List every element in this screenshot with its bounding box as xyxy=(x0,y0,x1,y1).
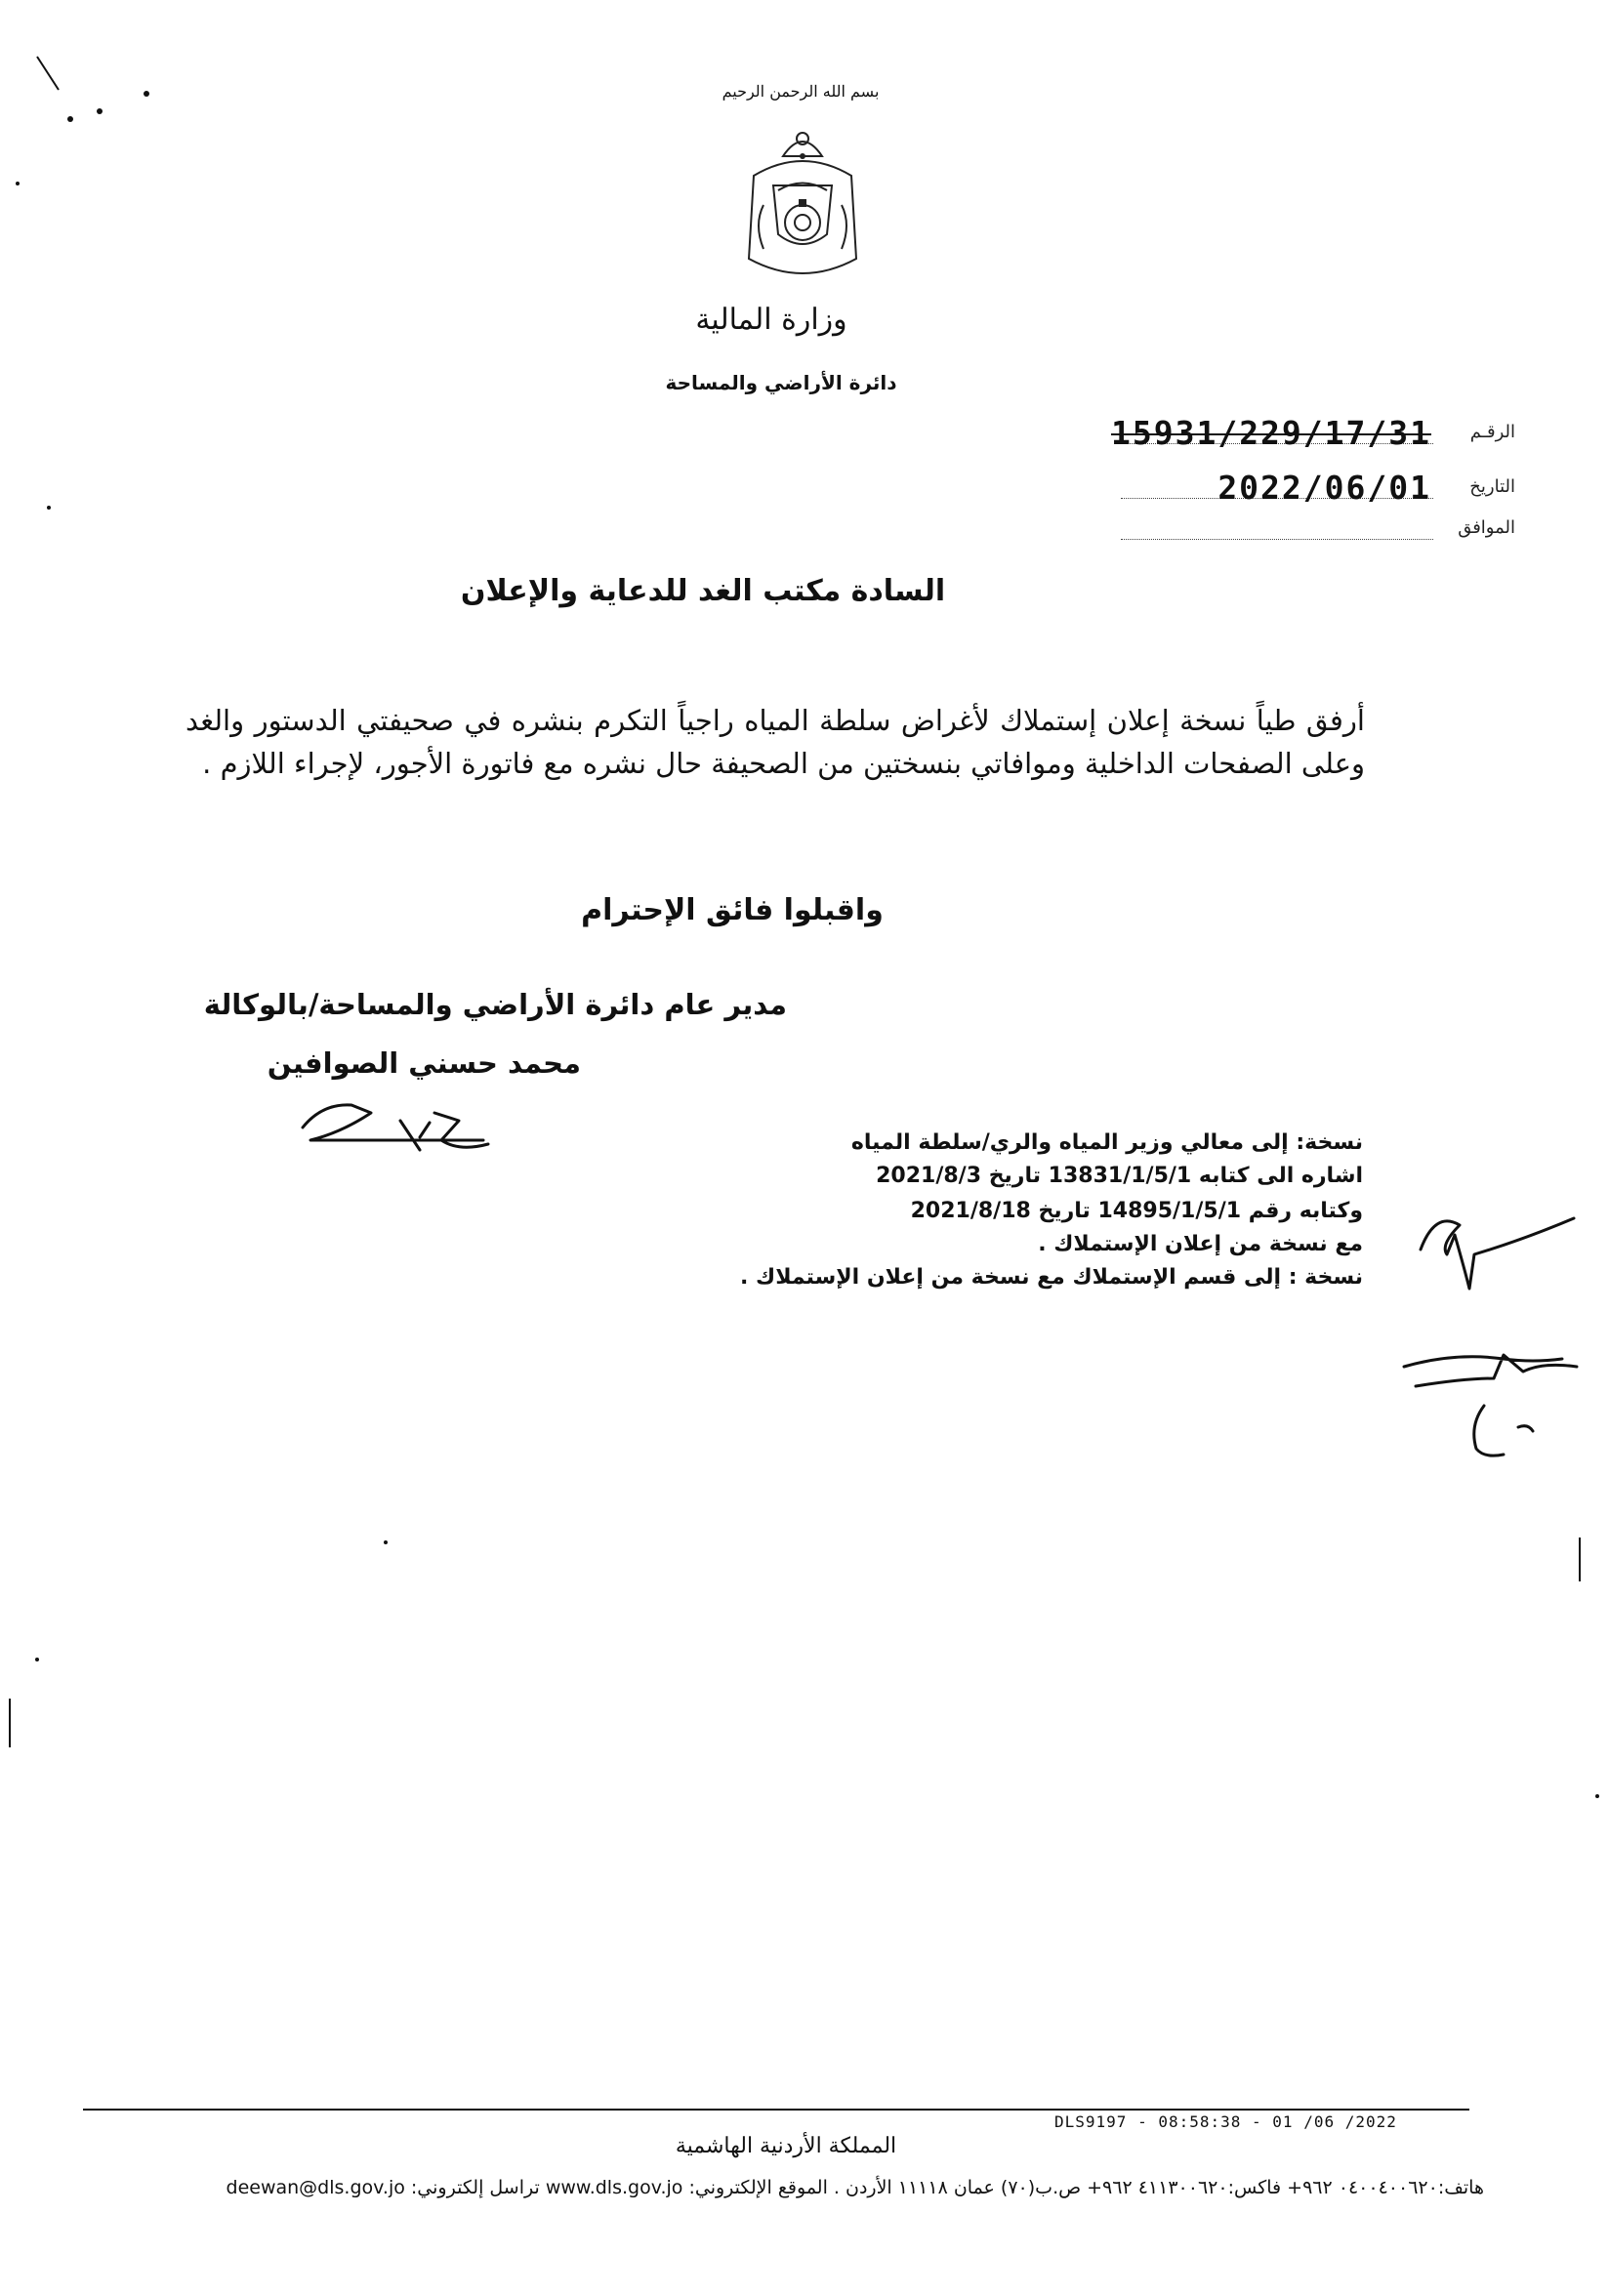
footer-rule xyxy=(83,2109,1469,2111)
ministry-name: وزارة المالية xyxy=(695,303,847,337)
scan-speck xyxy=(1595,1794,1599,1798)
reference-date-label: التاريخ xyxy=(1469,476,1515,497)
basmala: بسم الله الرحمن الرحيم xyxy=(722,82,880,101)
copy-line-1: نسخة: إلى معالي وزير المياه والري/سلطة المياه xyxy=(850,1130,1363,1155)
reference-number-label: الرقـم xyxy=(1469,422,1515,442)
scan-speck xyxy=(144,91,149,97)
hijri-date-dotted-line xyxy=(1121,539,1433,540)
letter-addressee: السادة مكتب الغد للدعاية والإعلان xyxy=(460,574,946,608)
copy-line-4: مع نسخة من إعلان الإستملاك . xyxy=(1038,1232,1363,1256)
copy-line-3: وكتابه رقم 14895/1/5/1 تاريخ 2021/8/18 xyxy=(910,1199,1363,1223)
scan-speck xyxy=(16,182,20,185)
footer-kingdom-name: المملكة الأردنية الهاشمية xyxy=(675,2134,897,2158)
copy-line-5: نسخة : إلى قسم الإستملاك مع نسخة من إعلان الإستملاك . xyxy=(740,1265,1363,1290)
signatory-title: مدير عام دائرة الأراضي والمساحة/بالوكالة xyxy=(203,988,787,1021)
scan-speck xyxy=(67,116,73,122)
scan-speck xyxy=(384,1540,388,1544)
signatory-name: محمد حسني الصوافين xyxy=(267,1046,581,1080)
scan-speck xyxy=(97,108,103,114)
department-name: دائرة الأراضي والمساحة xyxy=(665,371,897,394)
hijri-date-row xyxy=(969,510,1515,549)
copy-line-2: اشاره الى كتابه 13831/1/5/1 تاريخ 2021/8/3 xyxy=(876,1164,1363,1188)
letter-closing: واقبلوا فائق الإحترام xyxy=(581,893,884,927)
royal-coat-of-arms-emblem xyxy=(734,117,871,288)
reference-date-row xyxy=(969,469,1515,508)
marginal-initials-2 xyxy=(1404,1355,1577,1456)
marginal-initials-1 xyxy=(1421,1218,1574,1289)
reference-number: 15931/229/17/31 xyxy=(1110,414,1431,452)
reference-number-row xyxy=(969,414,1515,453)
director-signature xyxy=(303,1105,488,1150)
reference-date: 2022/06/01 xyxy=(1217,469,1431,507)
scan-speck xyxy=(47,506,51,510)
scan-mark-top-left xyxy=(37,57,59,90)
scan-speck xyxy=(35,1658,39,1661)
letter-body: أرفق طياً نسخة إعلان إستملاك لأغراض سلطة المياه راجياً التكرم بنشره في صحيفتي الدستور والغد وعلى الصفحات الداخلية وموافاتي بنسختين من الصحيفة حال نشره مع فاتورة الأجور، لإجراء اللازم . xyxy=(186,704,1365,780)
hijri-date-label: الموافق xyxy=(1458,517,1515,538)
footer-contact-info: هاتف:٠٤٠٠٤٠٠٦٢٠ ٩٦٢+ فاكس:٤١١٣٠٠٦٢٠ ٩٦٢+ ص.ب(٧٠) عمان ١١١١٨ الأردن . الموقع الإلكتروني: www.dls.gov.jo تراسل إلكتروني: deewan@dls.gov.jo xyxy=(226,2177,1484,2198)
footer-print-stamp: DLS9197 - 08:58:38 - 01 /06 /2022 xyxy=(1054,2112,1397,2131)
